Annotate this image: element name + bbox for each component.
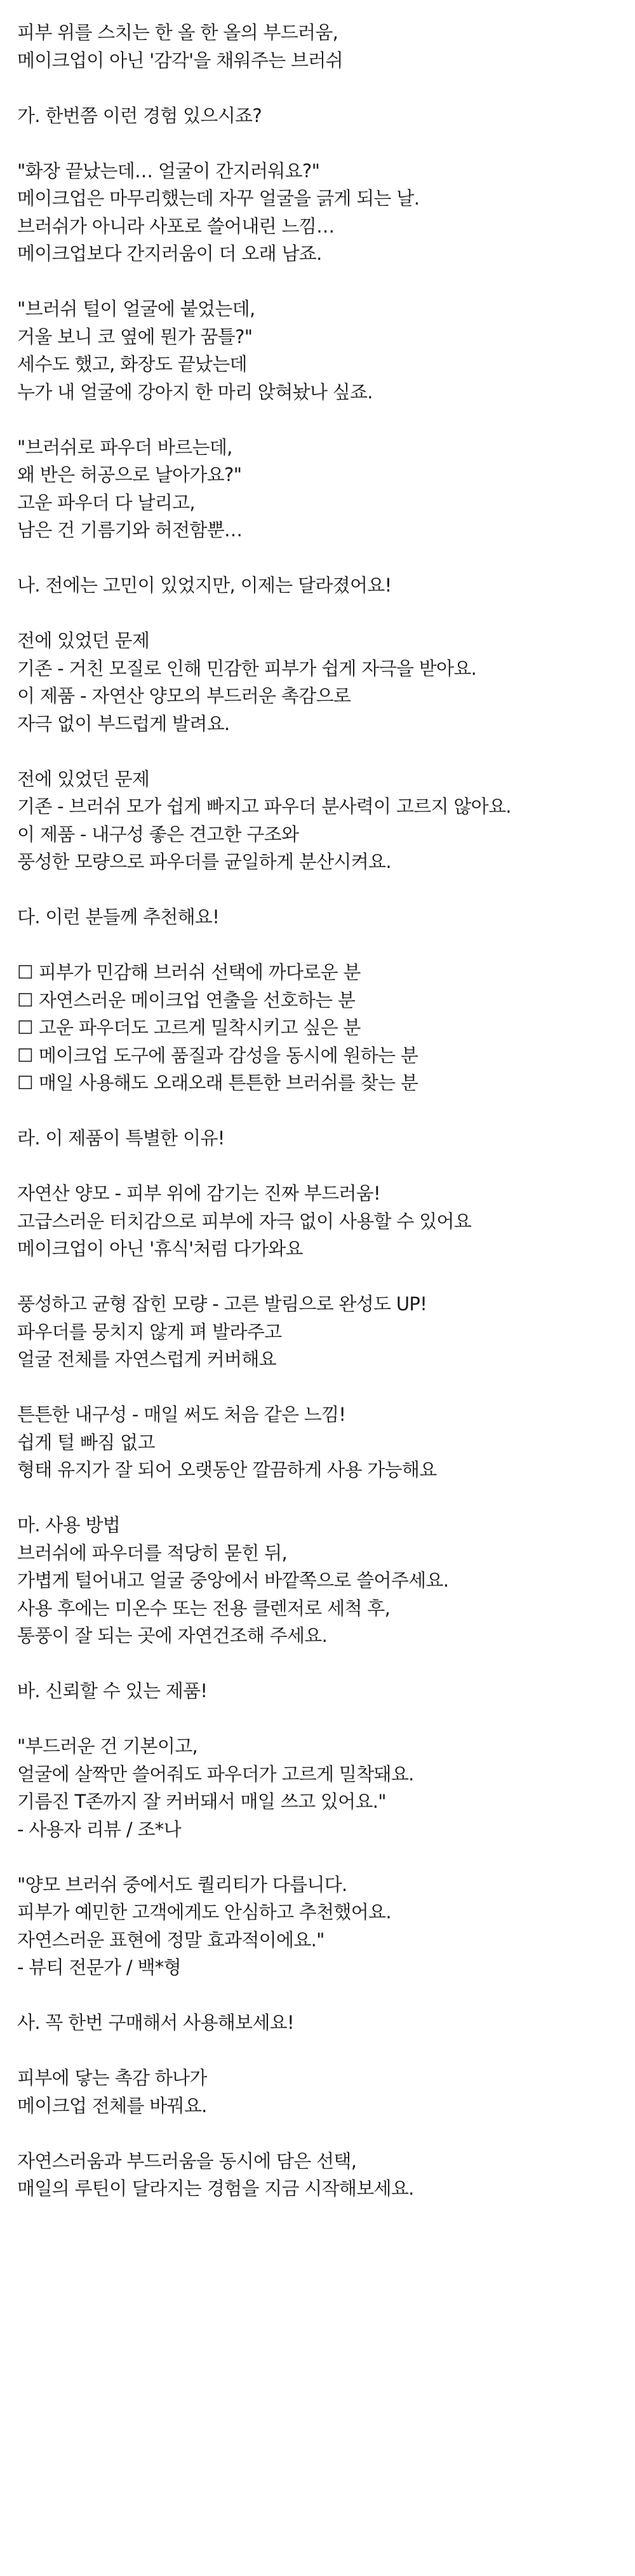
paragraph [17, 572, 635, 600]
text-line: 파우더를 뭉치지 않게 펴 발라주고 [17, 1320, 282, 1343]
text-line: 쉽게 털 빠짐 없고 [17, 1431, 155, 1453]
text-line: 메이크업이 아닌 '휴식'처럼 다가와요 [17, 1238, 303, 1259]
text-line: 풍성하고 균형 잡힌 모량 - 고른 발림으로 완성도 UP! [17, 1293, 427, 1315]
text-line: 피부에 닿는 촉감 하나가 [17, 2067, 207, 2089]
text-line: ☐ 고운 파우더도 고르게 밀착시키고 싶은 분 [17, 1017, 361, 1038]
paragraph [17, 2148, 635, 2203]
paragraph [17, 2009, 635, 2037]
text-line: 마. 사용 방법 [17, 1514, 121, 1536]
paragraph-gap [17, 1153, 635, 1181]
text-line: "브러쉬 털이 얼굴에 붙었는데, [17, 298, 255, 320]
paragraph-gap [17, 74, 635, 102]
text-line: 다. 이런 분들께 추천해요! [17, 906, 220, 928]
text-line: "부드러운 건 기본이고, [17, 1735, 198, 1757]
text-line: 나. 전에는 고민이 있었지만, 이제는 달라졌어요! [17, 574, 392, 596]
text-line: 왜 반은 허공으로 날아가요?" [17, 464, 242, 485]
paragraph [17, 1733, 635, 1843]
paragraph [17, 102, 635, 130]
text-line: 세수도 했고, 화장도 끝났는데 [17, 353, 247, 375]
paragraph-gap [17, 1374, 635, 1402]
text-line: 기존 - 브러쉬 모가 쉽게 빠지고 파우더 분사력이 고르지 않아요. [17, 796, 511, 817]
paragraph [17, 1125, 635, 1153]
text-line: "화장 끝났는데… 얼굴이 간지러워요?" [17, 159, 320, 182]
paragraph [17, 1291, 635, 1374]
paragraph-gap [17, 1263, 635, 1291]
text-line: 통풍이 잘 되는 곳에 자연건조해 주세요. [17, 1625, 328, 1646]
paragraph-gap [17, 1650, 635, 1678]
paragraph [17, 1180, 635, 1263]
paragraph [17, 1401, 635, 1484]
paragraph-gap [17, 2120, 635, 2148]
text-line: 남은 건 기름기와 허전함뿐… [17, 519, 243, 541]
text-line: 전에 있었던 문제 [17, 630, 150, 651]
text-line: ☐ 자연스러운 메이크업 연출을 선호하는 분 [17, 989, 356, 1011]
paragraph-gap [17, 268, 635, 296]
paragraph [17, 959, 635, 1097]
text-line: 자극 없이 부드럽게 발려요. [17, 712, 230, 735]
paragraph-gap [17, 876, 635, 904]
text-line: 전에 있었던 문제 [17, 768, 150, 790]
text-line: 누가 내 얼굴에 강아지 한 마리 앉혀놨나 싶죠. [17, 381, 373, 403]
text-line: 브러쉬가 아니라 사포로 쓸어내린 느낌… [17, 215, 335, 237]
paragraph [17, 627, 635, 738]
paragraph [17, 766, 635, 876]
text-line: 피부가 예민한 고객에게도 안심하고 추천했어요. [17, 1901, 391, 1923]
text-line: 거울 보니 코 옆에 뭔가 꿈틀?" [17, 325, 253, 348]
text-line: 자연산 양모 - 피부 위에 감기는 진짜 부드러움! [17, 1183, 380, 1204]
text-line: 고급스러운 터치감으로 피부에 자극 없이 사용할 수 있어요 [17, 1210, 472, 1232]
paragraph-gap [17, 932, 635, 959]
paragraph [17, 1678, 635, 1705]
text-line: ☐ 피부가 민감해 브러쉬 선택에 까다로운 분 [17, 961, 361, 983]
text-line: 가. 한번쯤 이런 경험 있으시죠? [17, 104, 262, 126]
text-line: 형태 유지가 잘 되어 오랫동안 깔끔하게 사용 가능해요 [17, 1459, 437, 1481]
paragraph [17, 904, 635, 932]
text-line: ☐ 메이크업 도구에 품질과 감성을 동시에 원하는 분 [17, 1044, 418, 1066]
text-line: "양모 브러쉬 중에서도 퀄리티가 다릅니다. [17, 1873, 347, 1895]
text-line: 이 제품 - 자연산 양모의 부드러운 촉감으로 [17, 685, 351, 707]
text-line: 기름진 T존까지 잘 커버돼서 매일 쓰고 있어요." [17, 1791, 386, 1812]
paragraph [17, 1871, 635, 1982]
text-line: "브러쉬로 파우더 바르는데, [17, 436, 232, 458]
text-line: 자연스러운 표현에 정말 효과적이에요." [17, 1929, 324, 1951]
text-line: 자연스러움과 부드러움을 동시에 담은 선택, [17, 2150, 357, 2172]
text-line: 풍성한 모량으로 파우더를 균일하게 분산시켜요. [17, 851, 391, 872]
text-line: 메이크업 전체를 바꿔요. [17, 2094, 207, 2117]
paragraph [17, 2064, 635, 2120]
text-line: 이 제품 - 내구성 좋은 견고한 구조와 [17, 823, 299, 845]
text-line: 튼튼한 내구성 - 매일 써도 처음 같은 느낌! [17, 1404, 346, 1425]
text-line: 피부 위를 스치는 한 올 한 올의 부드러움, [17, 22, 338, 43]
paragraph-gap [17, 1843, 635, 1871]
text-line: 메이크업보다 간지러움이 더 오래 남죠. [17, 243, 322, 264]
paragraph-gap [17, 1982, 635, 2010]
text-line: 가볍게 털어내고 얼굴 중앙에서 바깥쪽으로 쓸어주세요. [17, 1569, 449, 1591]
paragraph [17, 19, 635, 74]
text-line: 브러쉬에 파우더를 적당히 묻힌 뒤, [17, 1542, 287, 1564]
text-line: 매일의 루틴이 달라지는 경험을 지금 시작해보세요. [17, 2178, 414, 2199]
paragraph [17, 295, 635, 406]
text-line: 메이크업은 마무리했는데 자꾸 얼굴을 긁게 되는 날. [17, 187, 420, 209]
text-line: - 사용자 리뷰 / 조*나 [17, 1818, 181, 1840]
text-line: 바. 신뢰할 수 있는 제품! [17, 1680, 208, 1702]
paragraph-gap [17, 2037, 635, 2065]
paragraph-gap [17, 406, 635, 434]
paragraph-gap [17, 738, 635, 766]
paragraph [17, 158, 635, 268]
text-line: 얼굴에 살짝만 쓸어줘도 파우더가 고르게 밀착돼요. [17, 1763, 414, 1785]
paragraph-gap [17, 600, 635, 628]
text-line: 얼굴 전체를 자연스럽게 커버해요 [17, 1348, 276, 1370]
text-line: 라. 이 제품이 특별한 이유! [17, 1127, 225, 1149]
paragraph [17, 434, 635, 545]
paragraph-gap [17, 1484, 635, 1512]
paragraph-gap [17, 1705, 635, 1733]
paragraph [17, 1512, 635, 1650]
text-line: 고운 파우더 다 날리고, [17, 491, 195, 513]
paragraph-gap [17, 545, 635, 573]
text-line: 기존 - 거친 모질로 인해 민감한 피부가 쉽게 자극을 받아요. [17, 657, 477, 679]
paragraph-gap [17, 130, 635, 158]
text-line: 사. 꼭 한번 구매해서 사용해보세요! [17, 2012, 294, 2033]
paragraph-gap [17, 1097, 635, 1125]
text-line: 사용 후에는 미온수 또는 전용 클렌저로 세척 후, [17, 1597, 391, 1619]
text-line: 메이크업이 아닌 '감각'을 채워주는 브러쉬 [17, 49, 343, 71]
text-line: - 뷰티 전문가 / 백*형 [17, 1956, 181, 1978]
text-line: ☐ 매일 사용해도 오래오래 튼튼한 브러쉬를 찾는 분 [17, 1072, 418, 1094]
